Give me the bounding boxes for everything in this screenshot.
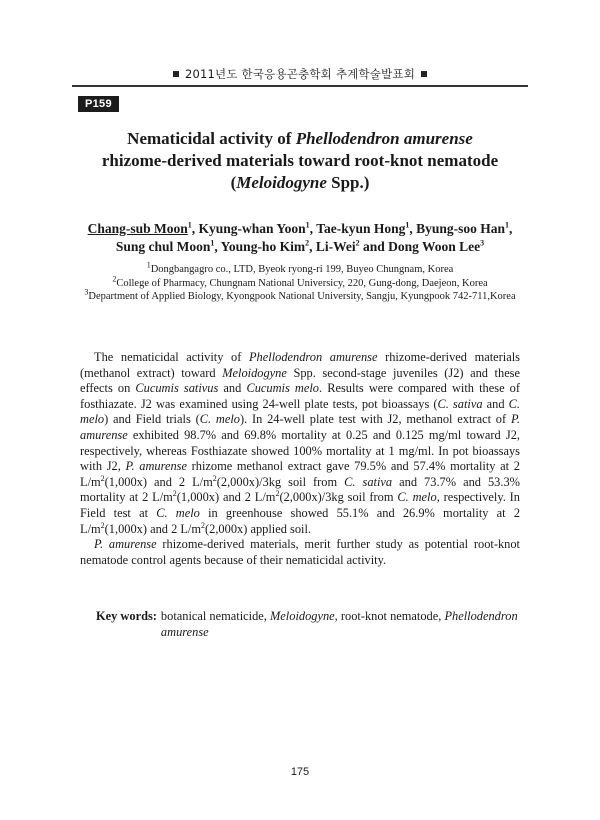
- affiliation-mark: 3: [84, 287, 89, 297]
- italic-term: P. amurense: [94, 537, 157, 552]
- title-line-2: rhizome-derived materials toward root-knot nematode: [101, 151, 499, 170]
- italic-term: P. amurense: [80, 412, 521, 442]
- author-name: Li-Wei: [315, 239, 356, 254]
- text-run: and: [218, 381, 247, 396]
- author-separator: ,: [214, 239, 221, 254]
- conference-header-text: 2011년도 한국응용곤충학회 추계학술발표회: [184, 67, 416, 81]
- poster-id-badge: P159: [78, 96, 119, 112]
- text-run: , root-knot nematode,: [334, 609, 445, 623]
- affiliation-item: [72, 274, 528, 291]
- affiliation-list: [72, 260, 528, 304]
- author-name: Kyung-whan Yoon: [198, 221, 306, 236]
- title-genus: Meloidogyne: [236, 173, 327, 192]
- italic-term: P. amurense: [125, 459, 187, 474]
- italic-term: Cucumis sativus: [135, 381, 219, 396]
- affiliation-text: Department of Applied Biology, Kyongpook National University, Sangju, Kyungpook 742-711,Korea: [88, 291, 516, 302]
- superscript: 2: [100, 520, 105, 530]
- keywords-list: [161, 609, 526, 640]
- italic-term: C. melo: [156, 505, 200, 520]
- italic-term: Phellodendron amurense: [248, 350, 378, 364]
- author-separator: ,: [309, 221, 317, 236]
- affiliation-mark: 1: [146, 260, 151, 270]
- title-line-1: [72, 128, 528, 150]
- text-run: (2,000x)/3kg soil from: [216, 474, 345, 489]
- text-run: (1,000x) and 2 L/m: [104, 521, 202, 536]
- text-run: The nematicidal activity of: [94, 350, 249, 364]
- superscript: 2: [100, 473, 105, 483]
- superscript: 2: [212, 473, 217, 483]
- author-separator: and: [359, 239, 389, 254]
- author-affiliation-mark: 2: [305, 238, 310, 248]
- title-line-3: [72, 172, 528, 194]
- italic-term: C. melo: [80, 396, 520, 427]
- text-run: botanical nematicide,: [160, 609, 270, 623]
- author-affiliation-mark: 1: [210, 238, 215, 248]
- author-affiliation-mark: 1: [305, 220, 310, 230]
- text-run: in greenhouse showed 55.1% and 26.9% mortality at 2 L/m: [80, 505, 521, 536]
- italic-term: Cucumis melo: [246, 381, 320, 396]
- author-affiliation-mark: 3: [480, 238, 485, 248]
- author-name: Sung chul Moon: [115, 239, 211, 254]
- header-rule: [72, 85, 528, 87]
- conference-header: [72, 66, 528, 82]
- superscript: 2: [201, 520, 206, 530]
- author-affiliation-mark: 1: [505, 220, 510, 230]
- author-separator: ,: [509, 221, 513, 236]
- affiliation-text: College of Pharmacy, Chungnam National Universicy, 220, Gung-dong, Daejeon, Korea: [116, 277, 488, 289]
- author-name: Tae-kyun Hong: [316, 221, 406, 236]
- italic-term: C. melo: [199, 412, 240, 427]
- title-text: (: [230, 173, 237, 192]
- author-affiliation-mark: 1: [187, 220, 192, 230]
- author-affiliation-mark: 1: [405, 220, 410, 230]
- text-run: . Results were compared with these of fosthiazate. J2 was examined using 24-well plate tests, pot bioassays (: [80, 381, 520, 411]
- title-text: Spp.): [326, 173, 370, 192]
- author-line-2: [72, 238, 528, 256]
- text-run: and 73.7% and 53.3% mortality at 2 L/m: [80, 474, 520, 505]
- italic-term: C. melo: [397, 490, 437, 505]
- italic-term: C. sativa: [437, 396, 483, 411]
- abstract: [80, 350, 520, 568]
- abstract-paragraph: [80, 537, 520, 568]
- page-number: 175: [290, 766, 310, 778]
- author-affiliation-mark: 2: [355, 238, 360, 248]
- affiliation-mark: 2: [112, 274, 117, 283]
- affiliation-item: [72, 260, 528, 277]
- title-text: Nematicidal activity of: [127, 129, 296, 148]
- paper-title: [72, 128, 528, 194]
- affiliation-text: Dongbangagro co., LTD, Byeok ryong-ri 199, Buyeo Chungnam, Korea: [150, 264, 454, 275]
- text-run: (1,000x) and 2 L/m: [104, 474, 213, 489]
- text-run: Spp. second-stage juveniles (J2) and these effects on: [80, 365, 521, 396]
- author-separator: ,: [309, 239, 316, 254]
- title-species: Phellodendron amurense: [295, 129, 473, 148]
- author-separator: ,: [409, 221, 417, 236]
- abstract-paragraph: [80, 350, 520, 537]
- square-bullet-icon: [173, 71, 179, 77]
- superscript: 2: [275, 489, 280, 499]
- italic-term: C. sativa: [344, 474, 393, 489]
- author-name: Byung-soo Han: [416, 221, 506, 236]
- text-run: (2,000x) applied soil.: [205, 521, 312, 536]
- italic-term: Meloidogyne: [222, 365, 287, 380]
- text-run: (1,000x) and 2 L/m: [176, 490, 276, 505]
- italic-term: Meloidogyne: [269, 609, 335, 623]
- author-name: Young-ho Kim: [220, 239, 306, 254]
- text-run: ). In 24-well plate test with J2, methanol extract of: [239, 412, 511, 427]
- square-bullet-icon: [421, 71, 427, 77]
- text-run: rhizome-derived materials (methanol extract) toward: [80, 350, 521, 380]
- text-run: and: [482, 396, 509, 411]
- keywords: [96, 609, 526, 640]
- author-name: Dong Woon Lee: [388, 239, 481, 254]
- text-run: rhizome methanol extract gave 79.5% and 57.4% mortality at 2 L/m: [80, 459, 520, 489]
- author-name: Chang-sub Moon: [87, 221, 188, 236]
- author-line-1: [72, 220, 528, 238]
- italic-term: Phellodendron amurense: [160, 609, 518, 639]
- author-separator: ,: [191, 221, 199, 236]
- text-run: (2,000x)/3kg soil from: [279, 490, 398, 505]
- text-run: ) and Field trials (: [104, 412, 200, 427]
- text-run: rhizome-derived materials, merit further study as potential root-knot nematode control agents because of their nematicidal activity.: [80, 537, 520, 567]
- affiliation-item: [72, 287, 528, 304]
- keywords-label: Key words:: [96, 609, 157, 623]
- author-list: [72, 220, 528, 256]
- superscript: 2: [172, 489, 177, 499]
- text-run: , respectively. In Field test at: [80, 490, 520, 520]
- text-run: exhibited 98.7% and 69.8% mortality at 0.25 and 0.125 mg/ml toward J2, respectively, whereas Fosthiazate showed 100% mortality at 1 mg/ml. In pot bioassays with J2,: [80, 427, 520, 474]
